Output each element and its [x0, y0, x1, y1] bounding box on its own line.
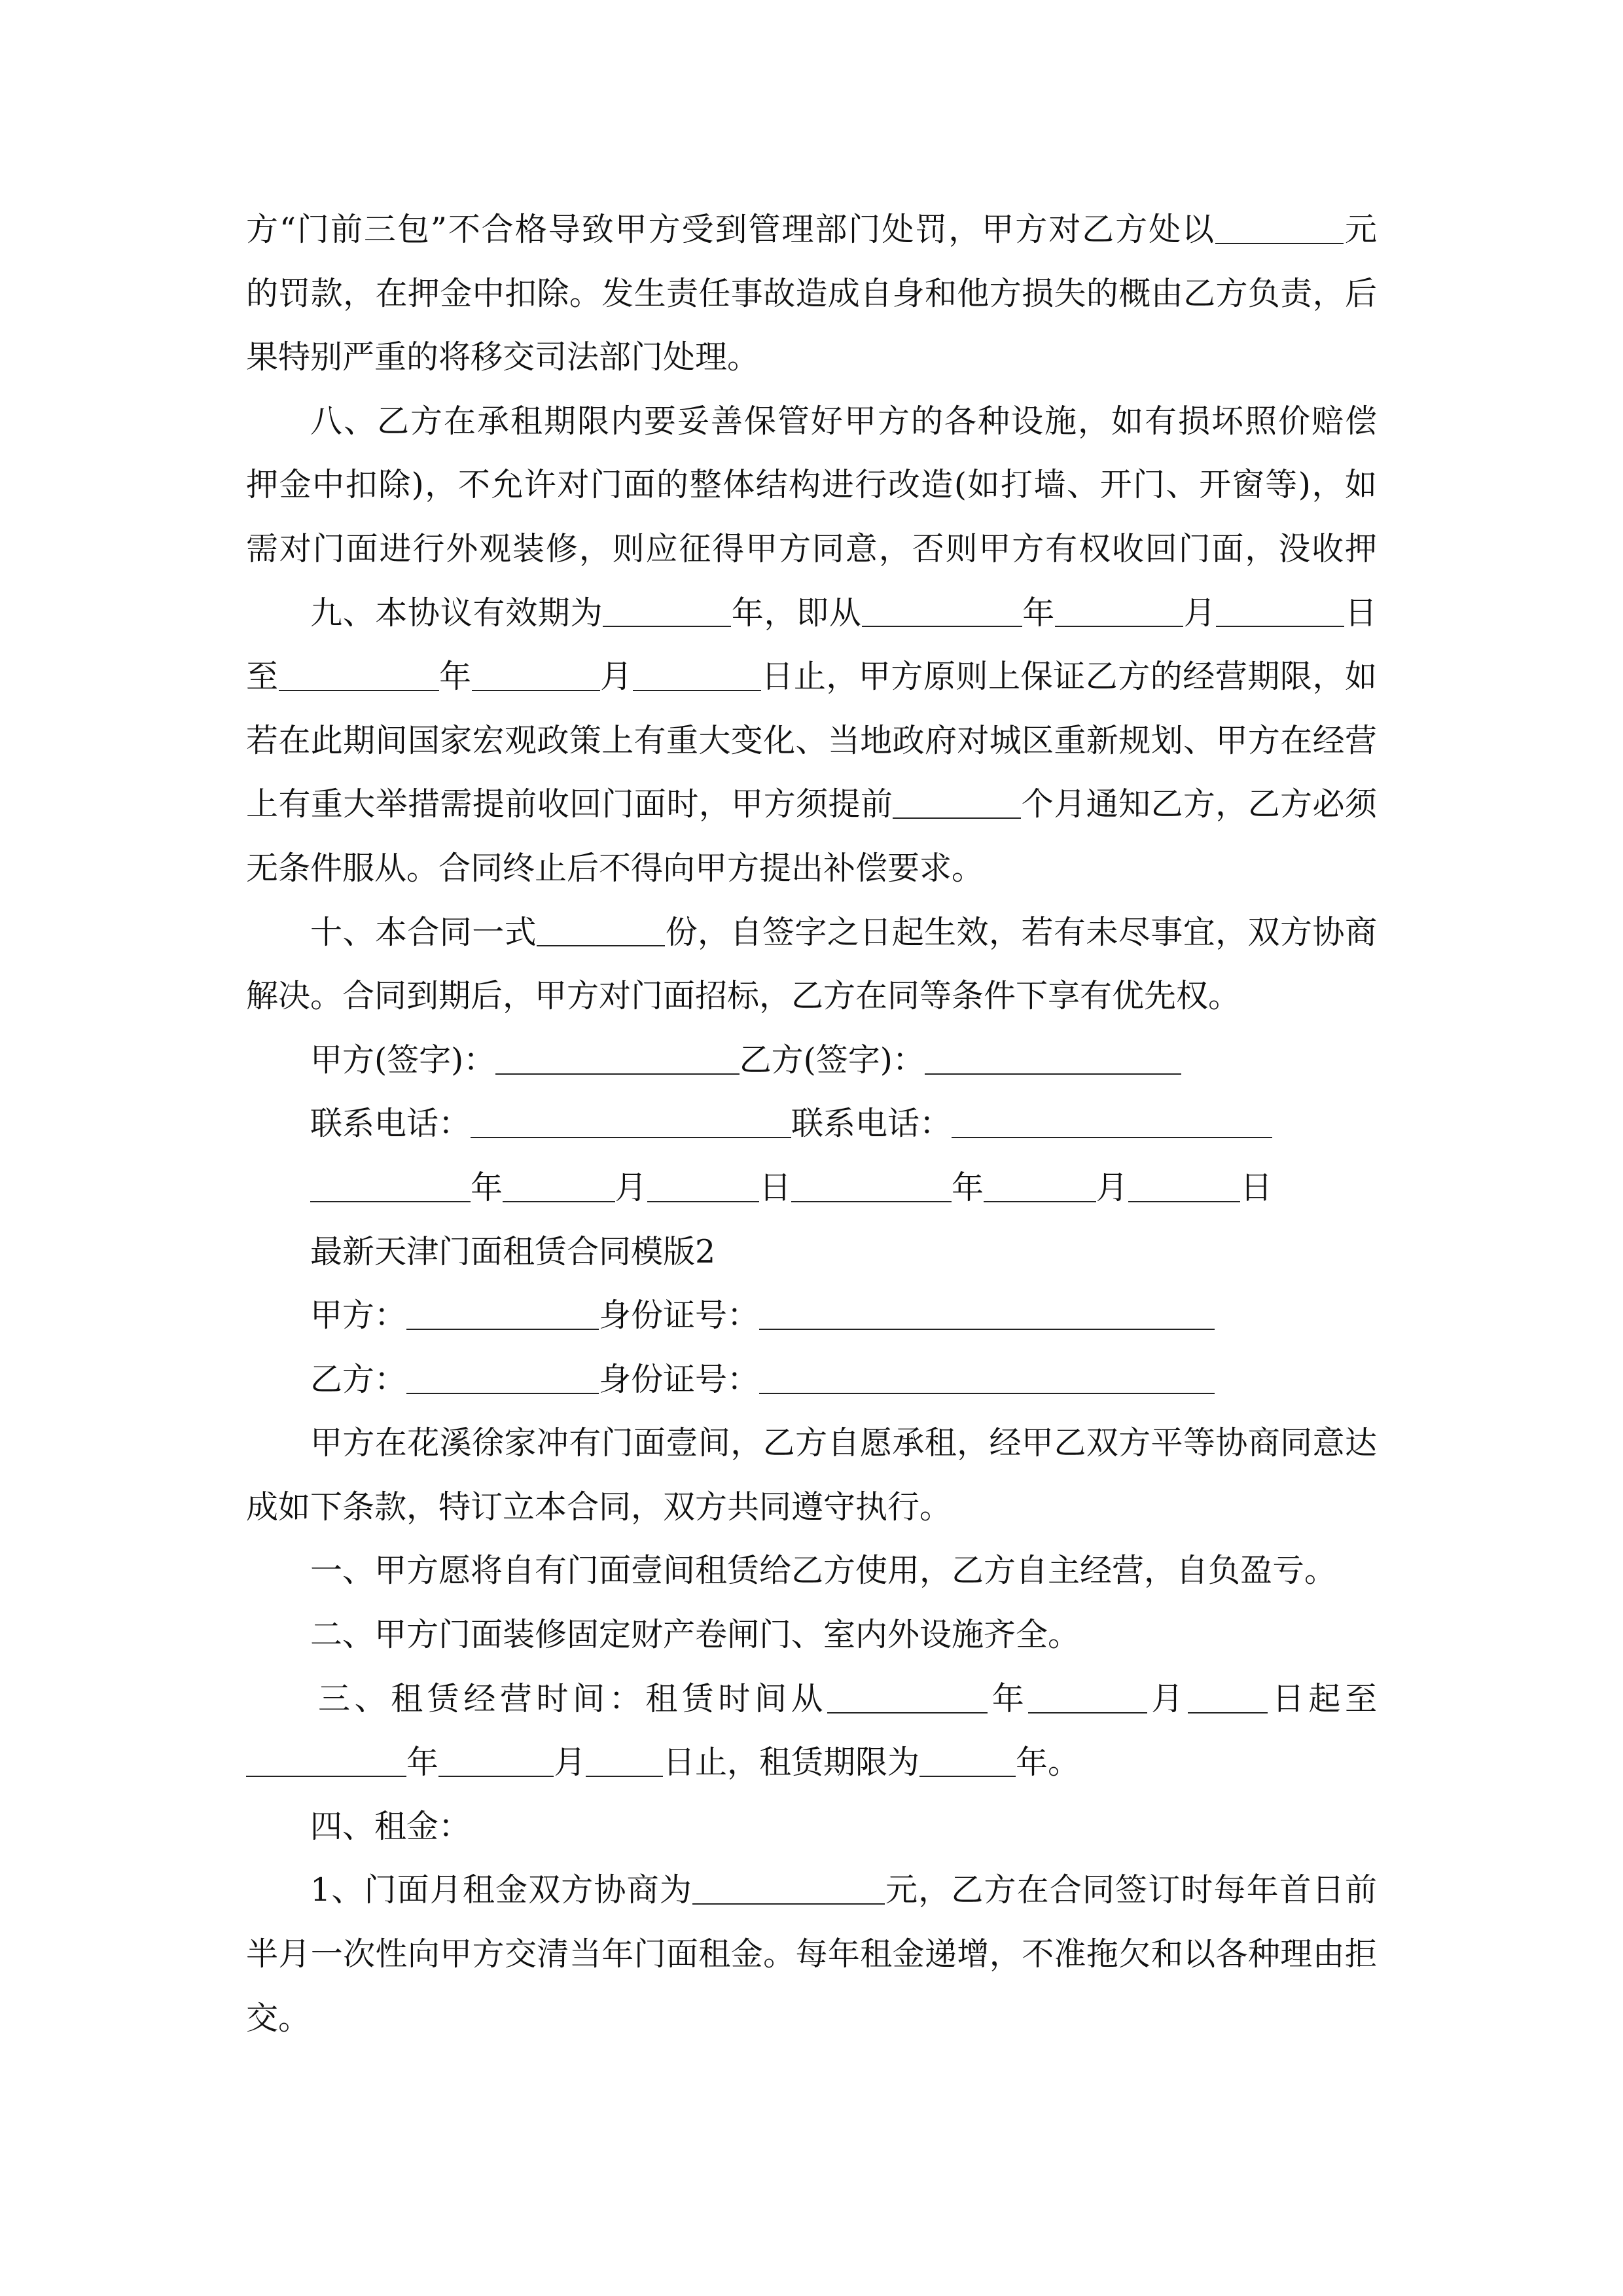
clause-2: 二、甲方门面装修固定财产卷闸门、室内外设施齐全。 [310, 1616, 1080, 1654]
label: 甲方(签字)： [310, 1041, 496, 1079]
document-title: 最新天津门面租赁合同模版2 [310, 1232, 716, 1270]
text: 日 [1344, 594, 1377, 632]
text-line: 八、乙方在承租期限内要妥善保管好甲方的各种设施，如有损坏照价赔偿 [310, 402, 1377, 440]
text-line [246, 645, 1377, 709]
date-line [246, 1156, 1377, 1220]
blank-field [406, 1298, 599, 1330]
text: 年 [438, 658, 472, 696]
phone-line [246, 1092, 1377, 1156]
blank-field [472, 659, 600, 691]
blank-field [586, 1746, 663, 1778]
blank-field [1215, 212, 1344, 244]
blank-field [647, 1170, 760, 1202]
blank-field [692, 1873, 885, 1905]
blank-field [603, 596, 731, 628]
text: 日止，甲方原则上保证乙方的经营期限，如 [760, 658, 1377, 696]
phone-field [952, 1107, 1272, 1139]
text: 1、门面月租金双方协商为 [310, 1871, 692, 1909]
blank-field [984, 1170, 1096, 1202]
text: 至 [246, 658, 279, 696]
blank-field [1216, 596, 1344, 628]
text-line [246, 1731, 1377, 1795]
blank-field [537, 915, 665, 947]
label: 联系电话： [310, 1105, 471, 1143]
text: 日 [759, 1168, 792, 1206]
text: 元，乙方在合同签订时每年首日前 [884, 1871, 1377, 1909]
text: 十、本合同一式 [310, 913, 537, 951]
label: 身份证号： [599, 1297, 760, 1335]
blank-field [633, 659, 761, 691]
text: 年 [471, 1168, 503, 1206]
document-page [246, 198, 1377, 2050]
blank-field [791, 1170, 952, 1202]
text-line: 的罚款，在押金中扣除。发生责任事故造成自身和他方损失的概由乙方负责，后 [246, 274, 1377, 312]
text-line: 解决。合同到期后，甲方对门面招标，乙方在同等条件下享有优先权。 [246, 977, 1241, 1015]
blank-field [919, 1746, 1016, 1778]
text: 月 [1183, 594, 1217, 632]
blank-field [1188, 1681, 1268, 1713]
text-line: 无条件服从。合同终止后不得向甲方提出补偿要求。 [246, 849, 984, 887]
blank-field [1055, 596, 1183, 628]
text-line [246, 1858, 1377, 1922]
text: 月 [615, 1168, 647, 1206]
text: 三、租赁经营时间：租赁时间从 [318, 1679, 828, 1717]
label: 甲方： [310, 1297, 407, 1335]
text: 月 [554, 1744, 586, 1782]
text: 日 [1240, 1168, 1273, 1206]
text: 日起至 [1268, 1679, 1377, 1717]
blank-field [503, 1170, 615, 1202]
blank-field [862, 596, 1022, 628]
text-line: 交。 [246, 1999, 311, 2037]
text: 份，自签字之日起生效，若有未尽事宜，双方协商 [665, 913, 1377, 951]
party-a-line [246, 1283, 1377, 1348]
text-line [246, 772, 1377, 836]
text-line [246, 901, 1377, 965]
clause-3 [246, 1667, 1377, 1731]
clause-4: 四、租金： [310, 1807, 471, 1845]
blank-field [279, 659, 439, 691]
text-line: 半月一次性向甲方交清当年门面租金。每年租金递增，不准拖欠和以各种理由拒 [246, 1935, 1377, 1973]
signature-field [925, 1043, 1181, 1075]
text: 年 [1022, 594, 1055, 632]
text-line: 成如下条款，特订立本合同，双方共同遵守执行。 [246, 1488, 952, 1526]
text-line: 若在此期间国家宏观政策上有重大变化、当地政府对城区重新规划、甲方在经营 [246, 721, 1377, 759]
blank-field [246, 1746, 406, 1778]
text: 方“门前三包”不合格导致甲方受到管理部门处罚，甲方对乙方处以 [246, 211, 1216, 248]
text: 月 [599, 658, 633, 696]
text-line [246, 198, 1377, 262]
text-line: 果特别严重的将移交司法部门处理。 [246, 338, 760, 376]
text: 个月通知乙方，乙方必须 [1021, 785, 1377, 823]
text: 上有重大举措需提前收回门面时，甲方须提前 [246, 785, 893, 823]
phone-field [471, 1107, 791, 1139]
signature-line [246, 1028, 1377, 1092]
blank-field [827, 1681, 988, 1713]
text-line: 甲方在花溪徐家冲有门面壹间，乙方自愿承租，经甲乙双方平等协商同意达 [310, 1424, 1377, 1462]
blank-field [759, 1362, 1215, 1394]
text: 年 [988, 1679, 1029, 1717]
text-line: 需对门面进行外观装修，则应征得甲方同意，否则甲方有权收回门面，没收押 [246, 529, 1377, 567]
blank-field [310, 1170, 471, 1202]
party-b-line [246, 1348, 1377, 1412]
text-line [246, 581, 1377, 645]
clause-1: 一、甲方愿将自有门面壹间租赁给乙方使用，乙方自主经营，自负盈亏。 [310, 1552, 1337, 1590]
label: 身份证号： [599, 1360, 760, 1398]
blank-field [1128, 1170, 1241, 1202]
text: 月 [1096, 1168, 1128, 1206]
blank-field [1028, 1681, 1147, 1713]
label: 联系电话： [791, 1105, 952, 1143]
blank-field [406, 1362, 599, 1394]
label: 乙方(签字)： [739, 1041, 925, 1079]
blank-field [438, 1746, 554, 1778]
blank-field [759, 1298, 1215, 1330]
text: 年 [952, 1168, 984, 1206]
blank-field [893, 787, 1021, 819]
text: 九、本协议有效期为 [310, 594, 603, 632]
signature-field [495, 1043, 739, 1075]
text-line: 押金中扣除)，不允许对门面的整体结构进行改造(如打墙、开门、开窗等)，如 [246, 466, 1377, 504]
text: 年 [406, 1744, 439, 1782]
text: 元 [1344, 211, 1377, 248]
text: 年。 [1016, 1744, 1080, 1782]
text: 月 [1147, 1679, 1188, 1717]
label: 乙方： [310, 1360, 407, 1398]
text: 日止，租赁期限为 [663, 1744, 920, 1782]
text: 年，即从 [731, 594, 862, 632]
